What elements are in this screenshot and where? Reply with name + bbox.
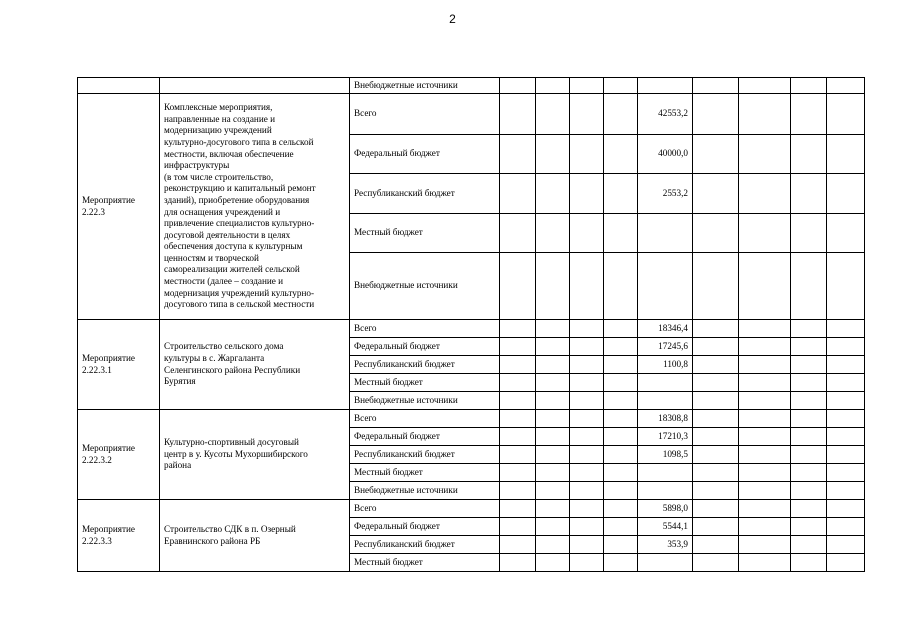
value-cell (570, 500, 604, 518)
amount-cell: 1100,8 (638, 356, 693, 374)
amount-cell: 40000,0 (638, 135, 693, 174)
value-cell (791, 135, 827, 174)
funding-source: Всего (350, 500, 500, 518)
value-cell (536, 554, 570, 572)
amount-cell: 5898,0 (638, 500, 693, 518)
value-cell (570, 253, 604, 320)
value-cell (500, 338, 536, 356)
value-cell (791, 356, 827, 374)
value-cell (570, 482, 604, 500)
value-cell (500, 554, 536, 572)
funding-source: Внебюджетные источники (350, 392, 500, 410)
funding-source: Местный бюджет (350, 464, 500, 482)
funding-source: Республиканский бюджет (350, 446, 500, 464)
value-cell (536, 446, 570, 464)
value-cell (500, 320, 536, 338)
value-cell (500, 174, 536, 214)
funding-source: Местный бюджет (350, 214, 500, 253)
amount-cell (638, 554, 693, 572)
value-cell (604, 410, 638, 428)
value-cell (604, 446, 638, 464)
table-row (78, 94, 865, 135)
value-cell (500, 214, 536, 253)
value-cell (693, 392, 739, 410)
amount-cell (638, 482, 693, 500)
value-cell (693, 536, 739, 554)
amount-cell: 42553,2 (638, 94, 693, 135)
value-cell (604, 338, 638, 356)
value-cell (570, 174, 604, 214)
value-cell (827, 338, 865, 356)
value-cell (827, 536, 865, 554)
value-cell (500, 78, 536, 94)
value-cell (791, 410, 827, 428)
value-cell (500, 135, 536, 174)
value-cell (604, 464, 638, 482)
value-cell (570, 392, 604, 410)
value-cell (500, 446, 536, 464)
amount-cell (638, 253, 693, 320)
value-cell (693, 338, 739, 356)
value-cell (739, 135, 791, 174)
value-cell (791, 374, 827, 392)
value-cell (739, 214, 791, 253)
value-cell (570, 94, 604, 135)
value-cell (500, 94, 536, 135)
value-cell (693, 446, 739, 464)
value-cell (500, 392, 536, 410)
value-cell (791, 214, 827, 253)
description-text: Строительство сельского дома культуры в с. Жаргаланта Селенгинского района Республики Бурятия (164, 341, 301, 387)
value-cell (693, 428, 739, 446)
value-cell (791, 428, 827, 446)
value-cell (693, 253, 739, 320)
value-cell (739, 78, 791, 94)
amount-cell: 18346,4 (638, 320, 693, 338)
value-cell (693, 464, 739, 482)
value-cell (693, 174, 739, 214)
value-cell (604, 518, 638, 536)
activity-description (160, 410, 350, 500)
value-cell (536, 320, 570, 338)
table-row (78, 78, 865, 94)
value-cell (570, 320, 604, 338)
value-cell (739, 374, 791, 392)
value-cell (536, 174, 570, 214)
amount-cell: 5544,1 (638, 518, 693, 536)
funding-source: Федеральный бюджет (350, 518, 500, 536)
amount-cell: 17210,3 (638, 428, 693, 446)
value-cell (739, 536, 791, 554)
value-cell (570, 135, 604, 174)
value-cell (604, 214, 638, 253)
value-cell (827, 374, 865, 392)
value-cell (570, 374, 604, 392)
value-cell (570, 536, 604, 554)
value-cell (604, 356, 638, 374)
funding-source: Республиканский бюджет (350, 536, 500, 554)
amount-cell: 18308,8 (638, 410, 693, 428)
value-cell (827, 94, 865, 135)
description-text: Культурно-спортивный досуговый центр в у. Кусоты Мухоршибирского района (164, 437, 308, 471)
funding-source: Всего (350, 410, 500, 428)
value-cell (827, 518, 865, 536)
value-cell (693, 214, 739, 253)
value-cell (500, 374, 536, 392)
value-cell (791, 446, 827, 464)
value-cell (536, 482, 570, 500)
table-row (78, 500, 865, 518)
value-cell (604, 78, 638, 94)
value-cell (827, 214, 865, 253)
value-cell (570, 214, 604, 253)
value-cell (791, 500, 827, 518)
amount-cell (638, 78, 693, 94)
value-cell (693, 374, 739, 392)
funding-source: Внебюджетные источники (350, 482, 500, 500)
value-cell (604, 174, 638, 214)
value-cell (739, 320, 791, 338)
value-cell (604, 253, 638, 320)
value-cell (500, 356, 536, 374)
value-cell (791, 253, 827, 320)
amount-cell: 17245,6 (638, 338, 693, 356)
value-cell (827, 78, 865, 94)
value-cell (570, 446, 604, 464)
funding-source: Республиканский бюджет (350, 174, 500, 214)
value-cell (604, 428, 638, 446)
value-cell (604, 94, 638, 135)
value-cell (604, 482, 638, 500)
value-cell (500, 518, 536, 536)
value-cell (500, 536, 536, 554)
activity-name: Мероприятие 2.22.3 (78, 94, 160, 320)
value-cell (739, 518, 791, 536)
activity-description (160, 94, 350, 320)
value-cell (827, 500, 865, 518)
value-cell (827, 174, 865, 214)
value-cell (604, 536, 638, 554)
value-cell (739, 94, 791, 135)
value-cell (604, 374, 638, 392)
value-cell (693, 410, 739, 428)
value-cell (827, 464, 865, 482)
value-cell (570, 428, 604, 446)
description-text: Комплексные мероприятия, направленные на создание и модернизацию учреждений культурно-досугового типа в сельской местности, включая обеспечение инфраструктуры (в том числе строительство, реконструкцию и капитальный ремонт зданий), приобретение оборудования для оснащения учреждений и привлечение специалистов культурно- досуговой деятельности в целях обеспечения доступа к культурным ценностям и творческой самореализации жителей сельской местности (далее – создание и модернизация учреждений культурно- досугового типа в сельской местности (164, 102, 316, 310)
amount-cell: 1098,5 (638, 446, 693, 464)
activity-description (160, 500, 350, 572)
value-cell (791, 464, 827, 482)
amount-cell (638, 464, 693, 482)
value-cell (500, 410, 536, 428)
value-cell (693, 518, 739, 536)
value-cell (693, 78, 739, 94)
value-cell (500, 482, 536, 500)
page-number: 2 (449, 12, 456, 26)
funding-source: Местный бюджет (350, 374, 500, 392)
value-cell (827, 320, 865, 338)
value-cell (604, 392, 638, 410)
value-cell (791, 78, 827, 94)
value-cell (536, 392, 570, 410)
amount-cell: 353,9 (638, 536, 693, 554)
value-cell (739, 500, 791, 518)
value-cell (827, 253, 865, 320)
value-cell (791, 338, 827, 356)
value-cell (536, 78, 570, 94)
empty-cell (78, 78, 160, 94)
value-cell (827, 446, 865, 464)
value-cell (739, 446, 791, 464)
value-cell (500, 464, 536, 482)
activity-name: Мероприятие 2.22.3.1 (78, 320, 160, 410)
value-cell (739, 356, 791, 374)
value-cell (604, 554, 638, 572)
value-cell (536, 518, 570, 536)
value-cell (791, 554, 827, 572)
value-cell (536, 94, 570, 135)
amount-cell: 2553,2 (638, 174, 693, 214)
value-cell (693, 356, 739, 374)
table-row (78, 320, 865, 338)
activity-description (160, 320, 350, 410)
value-cell (693, 500, 739, 518)
value-cell (739, 174, 791, 214)
value-cell (536, 428, 570, 446)
value-cell (570, 356, 604, 374)
description-text: Строительство СДК в п. Озерный Еравнинского района РБ (164, 523, 296, 546)
value-cell (693, 94, 739, 135)
value-cell (739, 392, 791, 410)
value-cell (536, 135, 570, 174)
value-cell (791, 392, 827, 410)
value-cell (500, 253, 536, 320)
value-cell (536, 464, 570, 482)
value-cell (570, 410, 604, 428)
value-cell (500, 500, 536, 518)
value-cell (693, 482, 739, 500)
value-cell (827, 554, 865, 572)
funding-source: Федеральный бюджет (350, 428, 500, 446)
funding-source: Местный бюджет (350, 554, 500, 572)
empty-cell (160, 78, 350, 94)
value-cell (791, 174, 827, 214)
value-cell (536, 500, 570, 518)
value-cell (570, 78, 604, 94)
value-cell (693, 554, 739, 572)
amount-cell (638, 392, 693, 410)
value-cell (827, 428, 865, 446)
value-cell (536, 410, 570, 428)
amount-cell (638, 214, 693, 253)
value-cell (570, 338, 604, 356)
value-cell (693, 320, 739, 338)
funding-source: Всего (350, 94, 500, 135)
table-row (78, 410, 865, 428)
funding-source: Федеральный бюджет (350, 338, 500, 356)
budget-table (77, 77, 865, 572)
value-cell (739, 464, 791, 482)
funding-source: Федеральный бюджет (350, 135, 500, 174)
value-cell (791, 94, 827, 135)
value-cell (604, 320, 638, 338)
activity-name: Мероприятие 2.22.3.2 (78, 410, 160, 500)
value-cell (536, 338, 570, 356)
value-cell (693, 135, 739, 174)
value-cell (791, 518, 827, 536)
value-cell (791, 536, 827, 554)
value-cell (536, 214, 570, 253)
value-cell (536, 253, 570, 320)
amount-cell (638, 374, 693, 392)
activity-name: Мероприятие 2.22.3.3 (78, 500, 160, 572)
value-cell (536, 536, 570, 554)
funding-source: Республиканский бюджет (350, 356, 500, 374)
value-cell (570, 554, 604, 572)
value-cell (827, 356, 865, 374)
value-cell (604, 135, 638, 174)
value-cell (791, 320, 827, 338)
value-cell (570, 518, 604, 536)
value-cell (739, 338, 791, 356)
value-cell (827, 392, 865, 410)
value-cell (739, 410, 791, 428)
value-cell (827, 410, 865, 428)
value-cell (536, 356, 570, 374)
value-cell (827, 135, 865, 174)
value-cell (739, 428, 791, 446)
value-cell (536, 374, 570, 392)
value-cell (570, 464, 604, 482)
value-cell (500, 428, 536, 446)
funding-source: Внебюджетные источники (350, 253, 500, 320)
value-cell (827, 482, 865, 500)
value-cell (739, 554, 791, 572)
value-cell (739, 482, 791, 500)
value-cell (739, 253, 791, 320)
value-cell (604, 500, 638, 518)
value-cell (791, 482, 827, 500)
funding-source: Всего (350, 320, 500, 338)
funding-source: Внебюджетные источники (350, 78, 500, 94)
